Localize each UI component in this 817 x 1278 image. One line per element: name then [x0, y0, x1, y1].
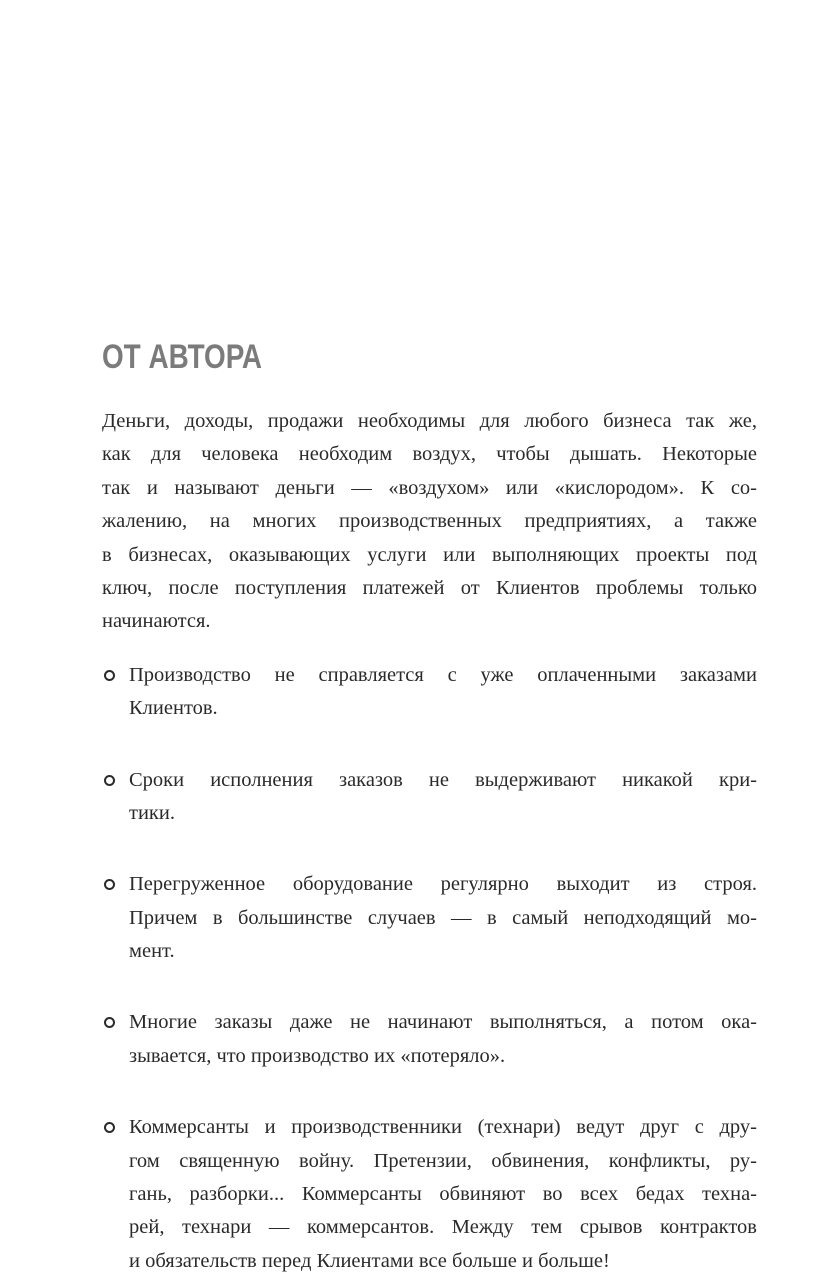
text-line: Сроки исполнения заказов не выдерживают никакой кри-: [129, 768, 757, 791]
text-line: ключ, после поступления платежей от Клиентов проблемы только: [102, 576, 757, 599]
text-line: Многие заказы даже не начинают выполняться, а потом ока-: [129, 1011, 757, 1034]
bullet-item: [102, 1006, 757, 1073]
text-line: Коммерсанты и производственники (технари) ведут друг с дру-: [129, 1116, 757, 1139]
intro-paragraph: [102, 405, 757, 639]
text-line: зывается, что производство их «потеряло».: [129, 1044, 506, 1067]
text-line: гом священную войну. Претензии, обвинения, конфликты, ру-: [129, 1149, 757, 1172]
circle-bullet-icon: [104, 775, 115, 786]
text-line: жалению, на многих производственных предприятиях, а также: [102, 510, 757, 533]
text-line: Производство не справляется с уже оплаченными заказами: [129, 663, 757, 686]
page-title: ОТ АВТОРА: [102, 338, 262, 376]
bullet-item: [102, 659, 757, 726]
page-body: [102, 405, 757, 1278]
circle-bullet-icon: [104, 1017, 115, 1028]
text-line: Деньги, доходы, продажи необходимы для любого бизнеса так же,: [102, 410, 757, 432]
circle-bullet-icon: [104, 1122, 115, 1133]
text-line: так и называют деньги — «воздухом» или «кислородом». К со-: [102, 476, 757, 499]
text-line: как для человека необходим воздух, чтобы дышать. Некоторые: [102, 443, 757, 466]
text-line: Причем в большинстве случаев — в самый неподходящий мо-: [129, 906, 757, 929]
circle-bullet-icon: [104, 879, 115, 890]
bullet-item: [102, 868, 757, 968]
text-line: и обязательств перед Клиентами все больше и больше!: [129, 1249, 610, 1272]
text-line: в бизнесах, оказывающих услуги или выполняющих проекты под: [102, 543, 757, 566]
circle-bullet-icon: [104, 670, 115, 681]
text-line: тики.: [129, 801, 175, 824]
text-line: рей, технари — коммерсантов. Между тем срывов контрактов: [129, 1216, 757, 1239]
text-line: мент.: [129, 940, 175, 963]
text-line: гань, разборки... Коммерсанты обвиняют во всех бедах техна-: [129, 1183, 757, 1206]
bullet-item: [102, 764, 757, 831]
text-line: Клиентов.: [129, 697, 218, 720]
bullet-item: [102, 1111, 757, 1278]
text-line: Перегруженное оборудование регулярно выходит из строя.: [129, 873, 757, 896]
text-line: начинаются.: [102, 610, 211, 633]
